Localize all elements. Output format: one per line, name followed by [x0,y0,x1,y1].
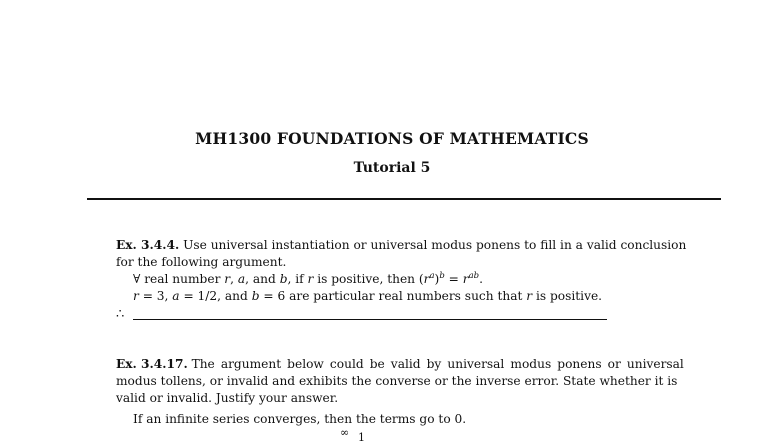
series-infinity-symbol: ∞ [340,426,350,439]
series-numerator: 1 [358,431,365,444]
therefore-symbol: ∴ [116,307,125,322]
exercise-2-premise-1: If an infinite series converges, then the terms go to 0. [133,412,467,426]
exercise-1-line-2: for the following argument. [116,255,287,269]
exercise-2-label: Ex. 3.4.17. [116,357,188,371]
page-subtitle: Tutorial 5 [353,160,431,176]
premise-2-text: r = 3, a = 1/2, and b = 6 are particular real numbers such that r is positive. [133,289,603,303]
exercise-2-text-1: The argument below could be valid by universal modus ponens or universal [191,357,684,371]
header-divider [87,198,721,200]
exercise-1-premise-2 [133,288,602,305]
exercise-1-premise-1 [133,271,483,288]
exercise-1-label: Ex. 3.4.4. [116,238,180,252]
conclusion-blank-line[interactable] [133,319,607,320]
exercise-1-text-1: Use universal instantiation or universal modus ponens to fill in a valid conclusion [183,238,687,252]
exercise-1-line-1 [116,237,686,254]
exercise-2-line-1 [116,356,684,373]
exercise-2-line-3: valid or invalid. Justify your answer. [116,391,339,405]
exercise-2-line-2: modus tollens, or invalid and exhibits the converse or the inverse error. State whether it is [116,374,678,388]
page-title: MH1300 FOUNDATIONS OF MATHEMATICS [195,129,589,148]
premise-1-text: ∀ real number r, a, and b, if r is positive, then $(r^a)^b = r^{ab}$. [133,271,483,286]
